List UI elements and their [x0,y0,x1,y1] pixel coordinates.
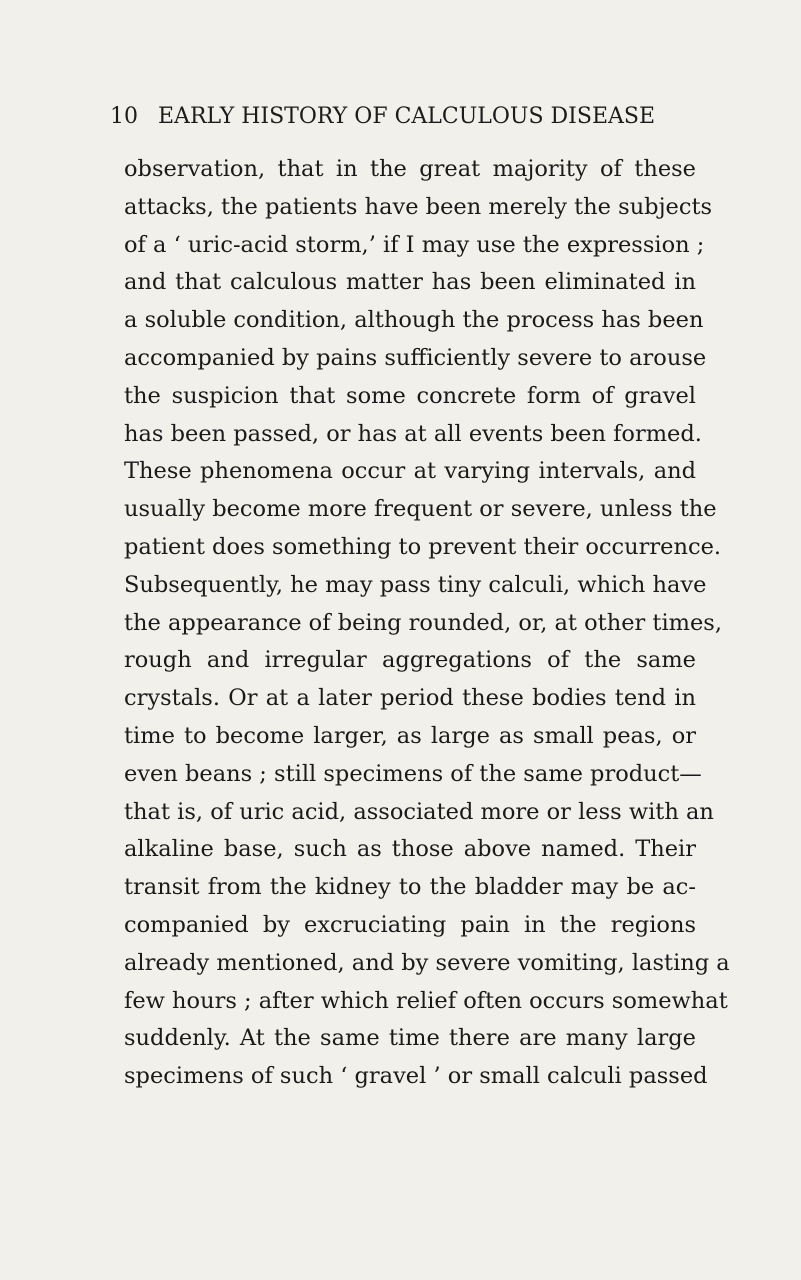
text-line: patient does something to prevent their occurrence. [124,533,722,560]
text-line: specimens of such ‘ gravel ’ or small calculi passed [124,1063,708,1090]
text-line: already mentioned, and by severe vomiting, lasting a [124,949,730,976]
text-line: time to become larger, as large as small peas, or [124,722,696,749]
running-title: EARLY HISTORY OF CALCULOUS DISEASE [158,104,656,129]
text-line: the appearance of being rounded, or, at other times, [124,609,723,636]
text-line: a soluble condition, although the process has been [124,307,704,334]
text-line: transit from the kidney to the bladder may be ac- [124,874,696,901]
text-line: rough and irregular aggregations of the same [124,647,696,674]
text-line: attacks, the patients have been merely the subjects [124,193,713,220]
text-line: crystals. Or at a later period these bodies tend in [124,685,696,712]
text-line: accompanied by pains sufficiently severe to arouse [124,344,707,371]
text-line: Subsequently, he may pass tiny calculi, which have [124,571,707,598]
text-line: of a ‘ uric-acid storm,’ if I may use the expression ; [124,231,705,258]
text-line: that is, of uric acid, associated more or less with an [124,798,714,825]
body-paragraph [124,151,730,1096]
text-line: even beans ; still specimens of the same product— [124,760,702,787]
text-line: few hours ; after which relief often occurs somewhat [124,987,728,1014]
text-line: alkaline base, such as those above named. Their [124,836,696,863]
text-line: suddenly. At the same time there are many large [124,1025,696,1052]
text-line: These phenomena occur at varying intervals, and [124,458,696,485]
text-line: observation, that in the great majority of these [124,156,696,182]
page-number: 10 [110,104,138,129]
text-line: the suspicion that some concrete form of gravel [124,382,696,409]
text-line: usually become more frequent or severe, unless the [124,496,717,523]
text-line: and that calculous matter has been eliminated in [124,269,696,296]
text-line: companied by excruciating pain in the regions [124,911,696,938]
text-line: has been passed, or has at all events been formed. [124,420,702,447]
running-head [110,104,710,129]
